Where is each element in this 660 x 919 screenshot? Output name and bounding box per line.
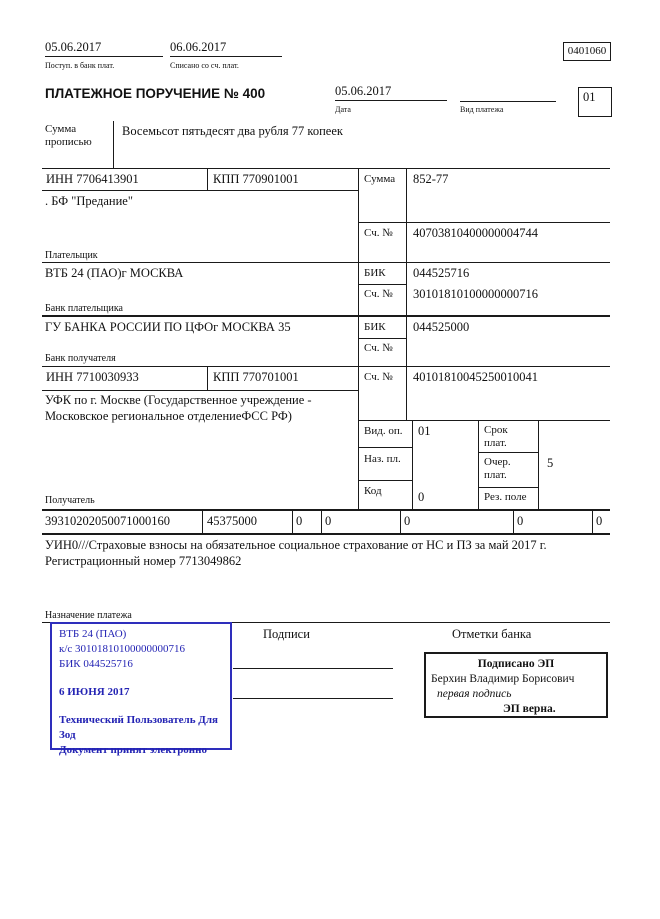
document-date-field: 0 bbox=[517, 514, 524, 528]
stamp-signer-role: первая подпись bbox=[437, 688, 512, 700]
document-date: 05.06.2017 bbox=[335, 84, 447, 101]
date-label: Дата bbox=[335, 105, 351, 114]
received-in-bank-label: Поступ. в банк плат. bbox=[45, 61, 115, 70]
payer-bank-bik-value: 044525716 bbox=[413, 266, 470, 280]
sum-label: Сумма bbox=[364, 173, 396, 185]
amount-words-value: Восемьсот пятьдесят два рубля 77 копеек bbox=[122, 124, 343, 138]
payment-basis: 0 bbox=[296, 514, 303, 528]
debited-from-account-date: 06.06.2017 bbox=[170, 40, 282, 57]
divider bbox=[113, 121, 114, 168]
debited-from-account-label: Списано со сч. плат. bbox=[170, 61, 239, 70]
payer-bank-account-value: 30101810100000000716 bbox=[413, 287, 538, 301]
signatures-label: Подписи bbox=[263, 627, 310, 641]
estamp-user-line2: Зод bbox=[59, 729, 76, 741]
estamp-accepted: Документ принят электронно bbox=[59, 744, 207, 756]
payer-bank-account-label: Сч. № bbox=[364, 288, 393, 300]
payee-inn: ИНН 7710030933 bbox=[46, 370, 139, 384]
signature-verification-stamp bbox=[424, 652, 608, 718]
estamp-corr-account: к/с 30101810100000000716 bbox=[59, 643, 186, 655]
payer-bank-name: ВТБ 24 (ПАО)г МОСКВА bbox=[45, 266, 184, 280]
payer-account-value: 40703810400000004744 bbox=[413, 226, 538, 240]
payment-status-box: 01 bbox=[578, 87, 612, 117]
payee-bank-name: ГУ БАНКА РОССИИ ПО ЦФОг МОСКВА 35 bbox=[45, 320, 291, 334]
tax-period: 0 bbox=[325, 514, 332, 528]
payee-kpp: КПП 770701001 bbox=[213, 370, 299, 384]
payment-type-label: Вид платежа bbox=[460, 105, 504, 114]
estamp-user-line1: Технический Пользователь Для bbox=[59, 714, 218, 726]
payment-kind-field: 0 bbox=[596, 514, 603, 528]
reserve-field-label: Рез. поле bbox=[484, 491, 527, 503]
estamp-date: 6 ИЮНЯ 2017 bbox=[59, 686, 130, 698]
purpose-label: Назначение платежа bbox=[45, 610, 132, 621]
payee-account-value: 40101810045250010041 bbox=[413, 370, 538, 384]
purpose-text-line2: Регистрационный номер 7713049862 bbox=[45, 554, 242, 568]
stamp-title: Подписано ЭП bbox=[477, 658, 555, 670]
bank-marks-label: Отметки банка bbox=[452, 627, 532, 641]
stamp-signer-name: Берхин Владимир Борисович bbox=[431, 673, 575, 685]
payee-name-line1: УФК по г. Москве (Государственное учреждение - bbox=[45, 393, 312, 407]
bank-electronic-stamp bbox=[50, 622, 232, 756]
payment-type-field bbox=[460, 84, 556, 102]
payer-inn: ИНН 7706413901 bbox=[46, 172, 139, 186]
document-number-field: 0 bbox=[404, 514, 411, 528]
signature-line-1 bbox=[233, 668, 393, 669]
payer-bank-bik-label: БИК bbox=[364, 267, 386, 279]
purpose-kind-label: Наз. пл. bbox=[364, 453, 401, 465]
priority-label: Очер. плат. bbox=[484, 456, 511, 481]
payee-name-line2: Московское региональное отделениеФСС РФ) bbox=[45, 409, 292, 423]
stamp-verified-text: ЭП верна. bbox=[503, 703, 556, 715]
payer-account-label: Сч. № bbox=[364, 227, 393, 239]
priority-value: 5 bbox=[547, 456, 554, 470]
amount-words-label: Сумма прописью bbox=[45, 123, 92, 148]
op-type-label: Вид. оп. bbox=[364, 425, 403, 437]
payer-label: Плательщик bbox=[45, 250, 98, 261]
op-type-value: 01 bbox=[418, 424, 431, 438]
payer-name: . БФ "Предание" bbox=[45, 194, 133, 208]
payee-bank-account-label: Сч. № bbox=[364, 342, 393, 354]
code-value: 0 bbox=[418, 490, 425, 504]
payee-bank-bik-label: БИК bbox=[364, 321, 386, 333]
signature-line-2 bbox=[233, 698, 393, 699]
payee-account-label: Сч. № bbox=[364, 371, 393, 383]
received-in-bank-date: 05.06.2017 bbox=[45, 40, 163, 57]
estamp-bik: БИК 044525716 bbox=[59, 658, 133, 670]
payee-bank-label: Банк получателя bbox=[45, 353, 116, 364]
oktmo-code: 45375000 bbox=[207, 514, 257, 528]
payee-label: Получатель bbox=[45, 495, 95, 506]
document-title: ПЛАТЕЖНОЕ ПОРУЧЕНИЕ № 400 bbox=[45, 86, 266, 101]
code-label: Код bbox=[364, 485, 382, 497]
payer-bank-label: Банк плательщика bbox=[45, 303, 123, 314]
payer-kpp: КПП 770901001 bbox=[213, 172, 299, 186]
sum-value: 852-77 bbox=[413, 172, 449, 186]
kbk-code: 39310202050071000160 bbox=[45, 514, 170, 528]
payee-bank-bik-value: 044525000 bbox=[413, 320, 470, 334]
due-date-label: Срок плат. bbox=[484, 424, 508, 449]
purpose-text-line1: УИН0///Страховые взносы на обязательное социальное страхование от НС и ПЗ за май 2017 г. bbox=[45, 538, 547, 552]
estamp-bank-name: ВТБ 24 (ПАО) bbox=[59, 628, 127, 640]
form-code-box: 0401060 bbox=[563, 42, 611, 61]
